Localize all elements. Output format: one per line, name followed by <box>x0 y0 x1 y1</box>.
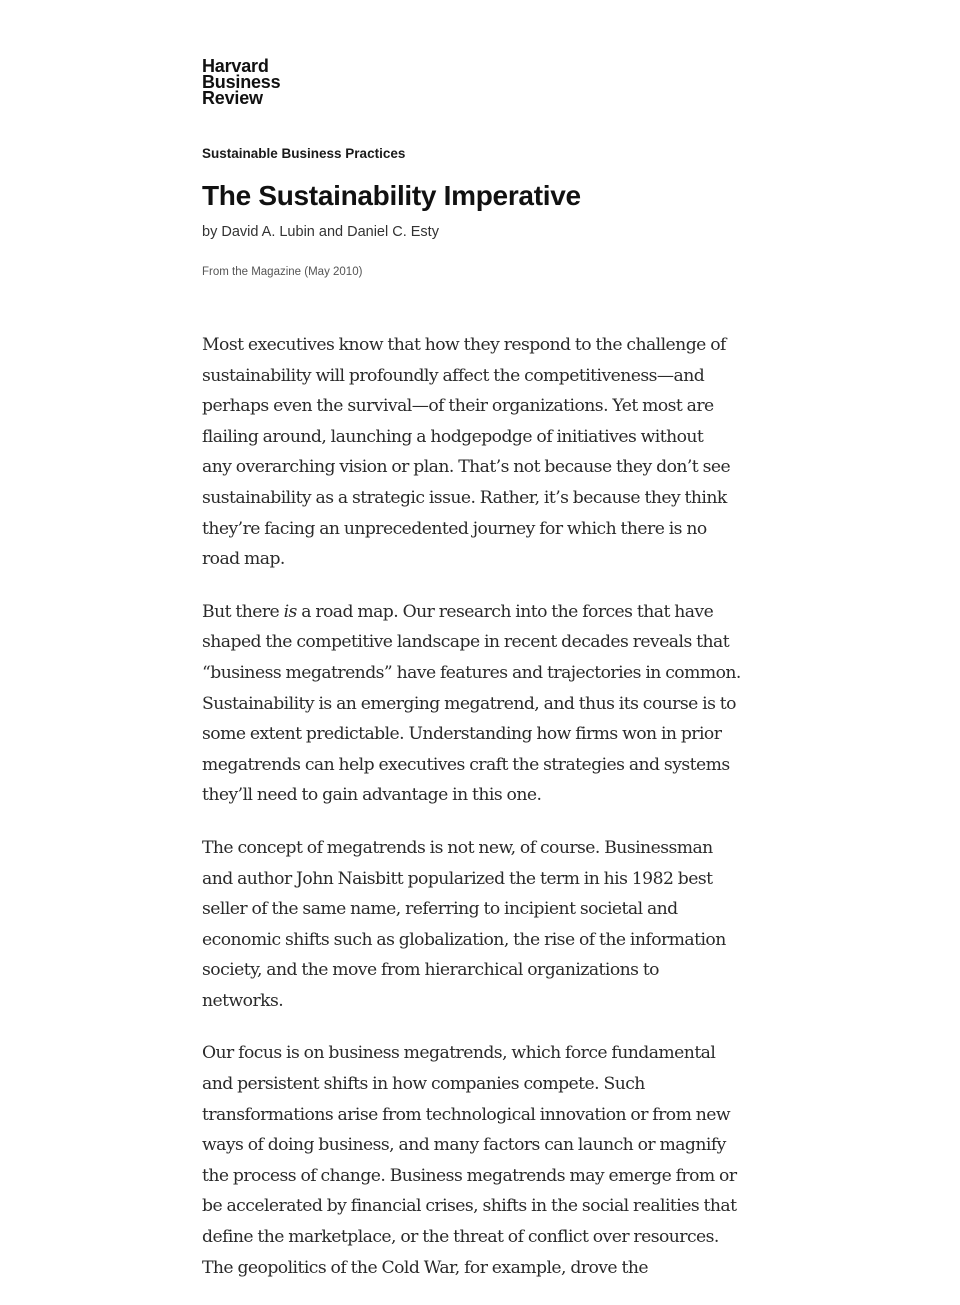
text-line: shaped the competitive landscape in recent decades reveals that <box>202 632 730 653</box>
logo-line: Business <box>202 72 281 92</box>
section-topic-link[interactable]: Sustainable Business Practices <box>202 146 406 161</box>
paragraph-1 <box>202 330 782 575</box>
text-line: flailing around, launching a hodgepodge of initiatives without <box>202 426 704 447</box>
article-title: The Sustainability Imperative <box>202 180 581 211</box>
paragraph-3 <box>202 833 782 1017</box>
text-line: perhaps even the survival—of their organizations. Yet most are <box>202 396 714 417</box>
text-line: society, and the move from hierarchical organizations to <box>202 960 659 981</box>
text-line: and persistent shifts in how companies compete. Such <box>202 1074 645 1095</box>
text-line: be accelerated by financial crises, shifts in the social realities that <box>202 1196 737 1217</box>
text-line: ways of doing business, and many factors can launch or magnify <box>202 1135 726 1156</box>
text-line: sustainability will profoundly affect the competitiveness—and <box>202 365 705 386</box>
text-line: road map. <box>202 549 285 570</box>
text-line: economic shifts such as globalization, the rise of the information <box>202 929 726 950</box>
text-line: they’re facing an unprecedented journey for which there is no <box>202 518 707 539</box>
article-body <box>202 330 782 1305</box>
text-line: The concept of megatrends is not new, of course. Businessman <box>202 837 713 858</box>
text-line: any overarching vision or plan. That’s not because they don’t see <box>202 457 731 478</box>
text-line: some extent predictable. Understanding how firms won in prior <box>202 724 722 745</box>
text-line: they’ll need to gain advantage in this one. <box>202 785 542 806</box>
text-line: The geopolitics of the Cold War, for example, drove the <box>202 1257 648 1278</box>
text-line: Our focus is on business megatrends, which force fundamental <box>202 1043 716 1064</box>
text-line: “business megatrends” have features and trajectories in common. <box>202 662 741 683</box>
text-line: networks. <box>202 990 284 1011</box>
text-run: a road map. Our research into the forces that have <box>296 601 714 622</box>
emphasis: is <box>283 601 297 622</box>
logo-line: Review <box>202 88 263 108</box>
text-line: sustainability as a strategic issue. Rather, it’s because they think <box>202 487 727 508</box>
text-line: define the marketplace, or the threat of conflict over resources. <box>202 1227 719 1248</box>
text-line: and author John Naisbitt popularized the term in his 1982 best <box>202 868 713 889</box>
text-line: Sustainability is an emerging megatrend, and thus its course is to <box>202 693 736 714</box>
hbr-logo[interactable] <box>202 58 280 106</box>
text-line: megatrends can help executives craft the strategies and systems <box>202 754 730 775</box>
article-source: From the Magazine (May 2010) <box>202 266 363 278</box>
text-line: the process of change. Business megatrends may emerge from or <box>202 1165 737 1186</box>
text-line <box>202 597 782 628</box>
text-line: Most executives know that how they respond to the challenge of <box>202 335 726 355</box>
logo-line: Harvard <box>202 56 269 76</box>
text-run: But there <box>202 601 284 622</box>
article-byline: by David A. Lubin and Daniel C. Esty <box>202 224 439 240</box>
text-line: transformations arise from technological innovation or from new <box>202 1104 731 1125</box>
paragraph-2 <box>202 597 782 811</box>
paragraph-4 <box>202 1038 782 1283</box>
text-line: seller of the same name, referring to incipient societal and <box>202 899 678 920</box>
